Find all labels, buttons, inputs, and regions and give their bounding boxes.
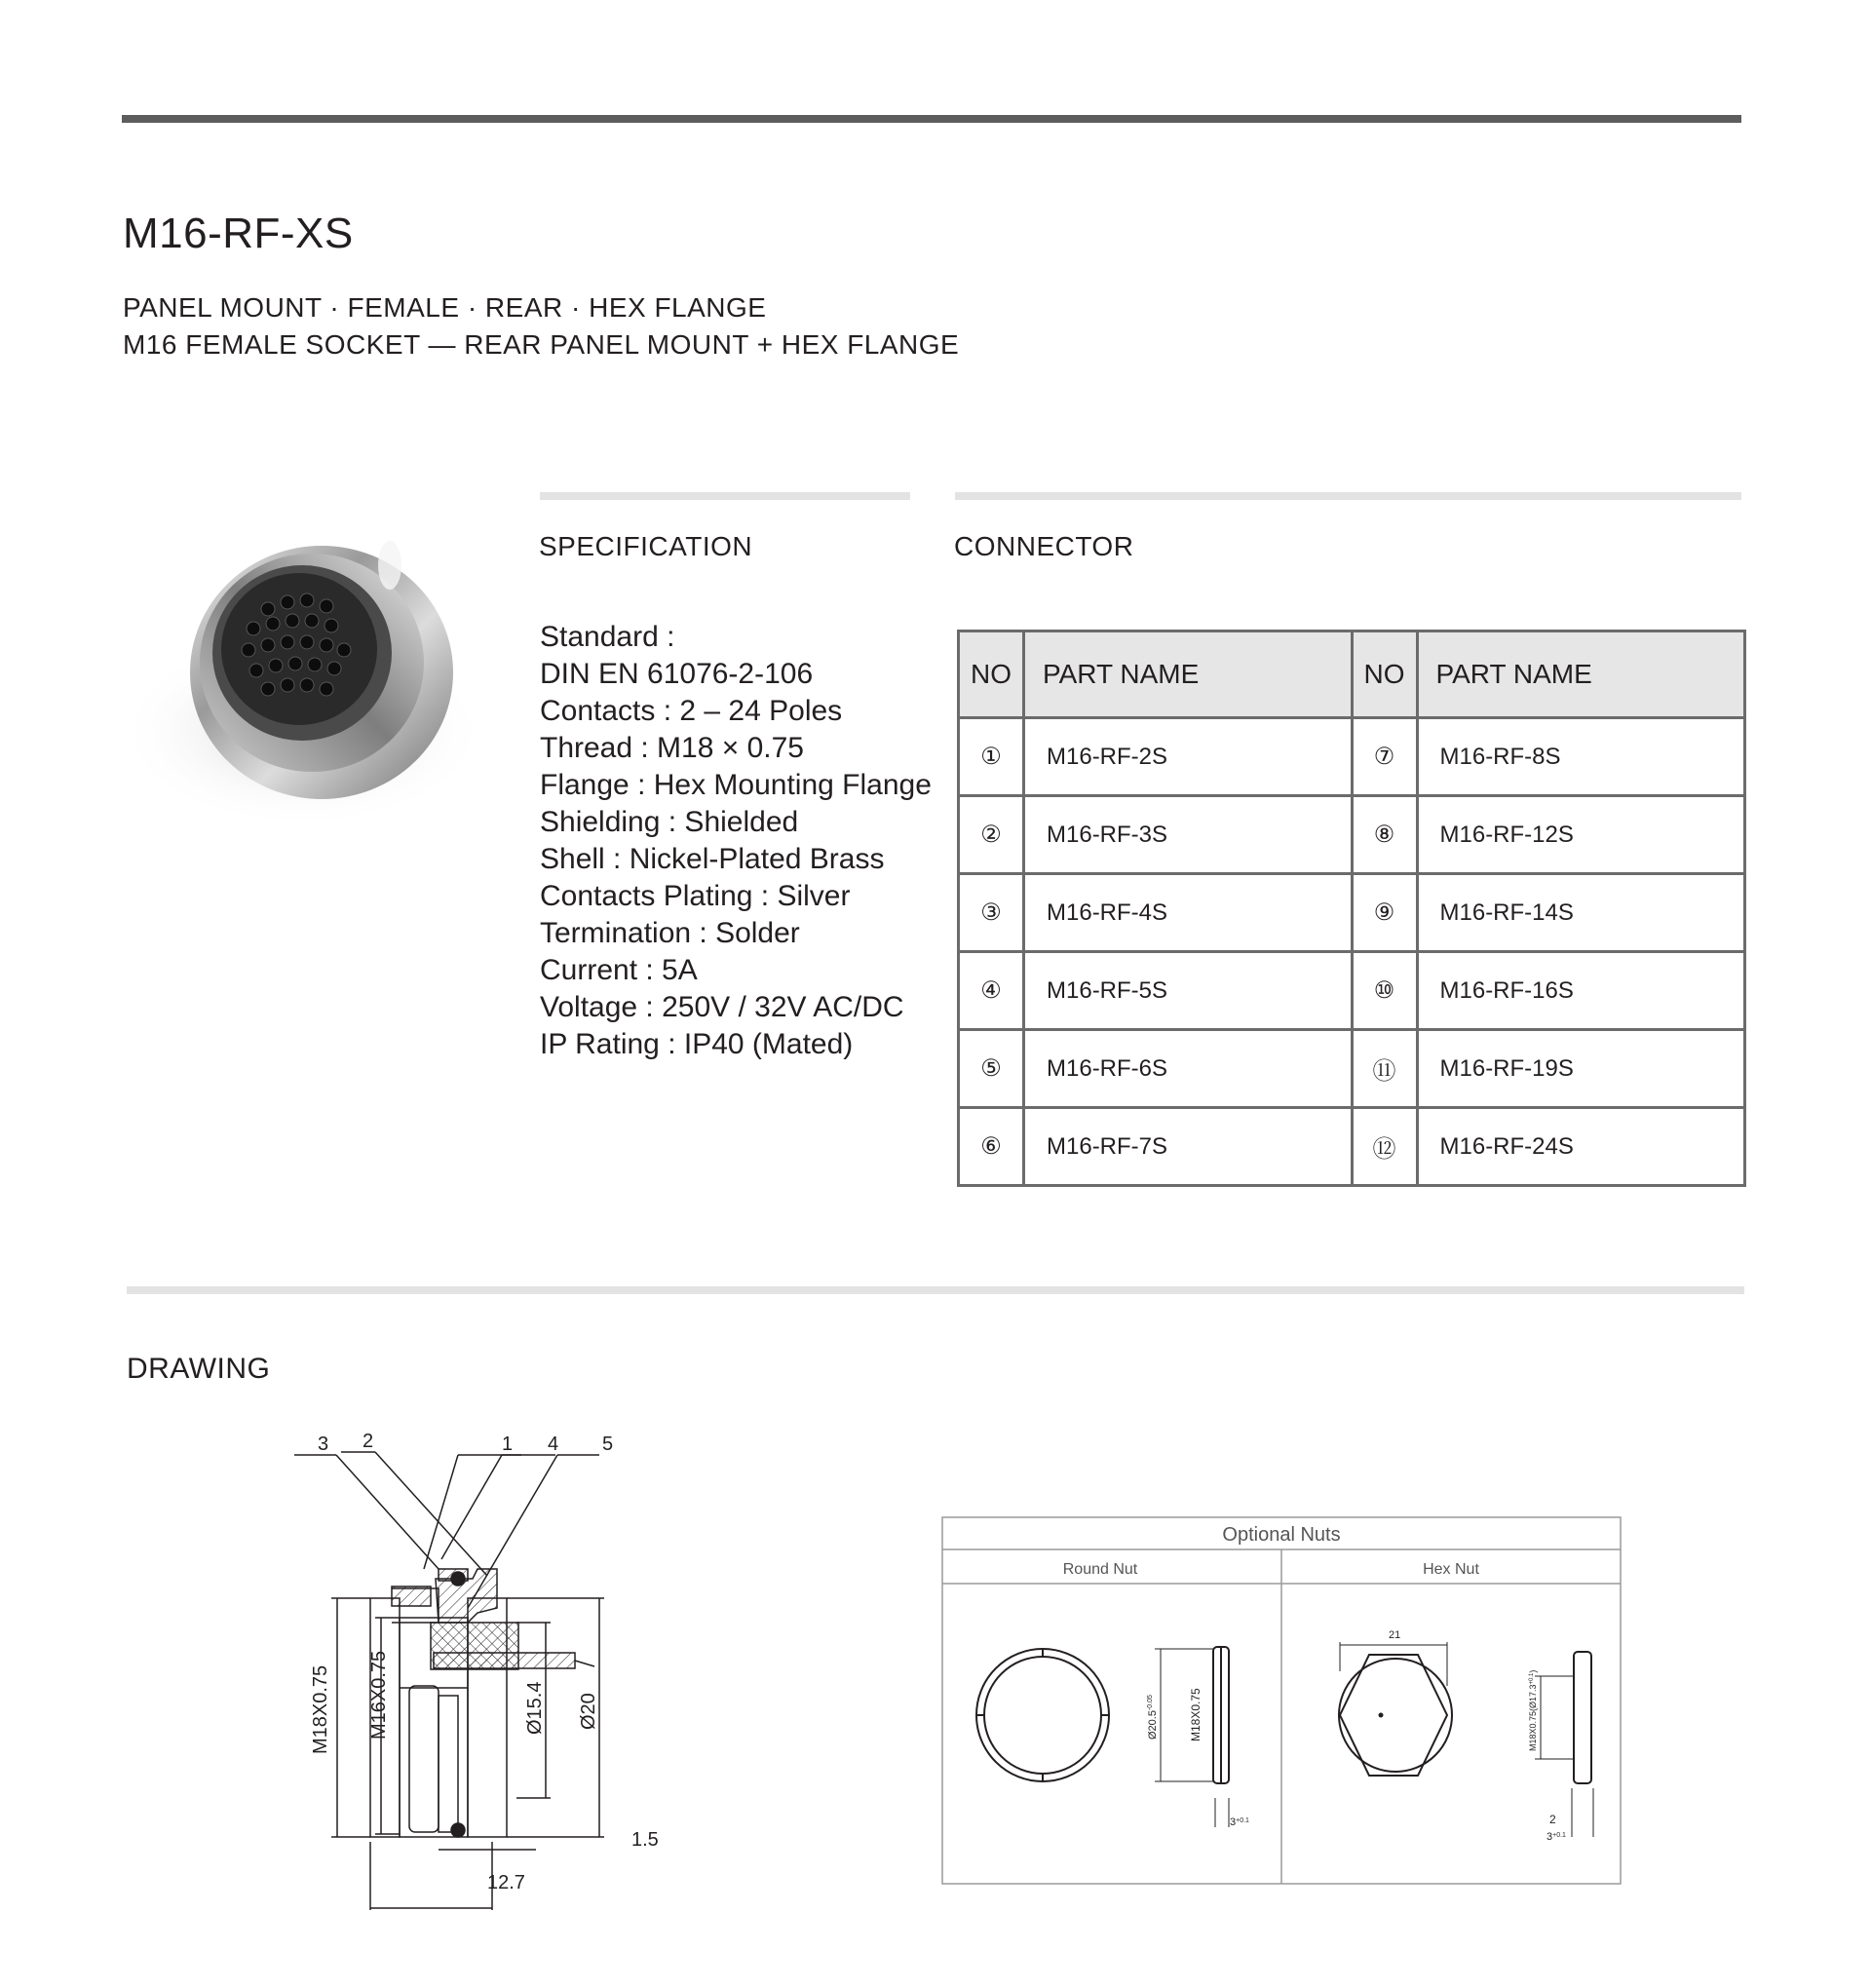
hex-nut-thread-close: ) [1528,1669,1538,1673]
optional-nuts-title: Optional Nuts [1222,1524,1341,1546]
spec-item: Termination : Solder [540,917,800,949]
connector-table [957,630,1746,1187]
header-no-left: NO [959,631,1024,718]
round-nut-thickness-tol: +0.1 [1236,1817,1249,1824]
hex-nut-width: 21 [1389,1629,1401,1641]
row-number: ⑥ [959,1108,1024,1186]
part-name: M16-RF-14S [1417,874,1745,952]
spec-item: Standard : [540,621,675,653]
row-number: ① [959,718,1024,796]
spec-item: Current : 5A [540,954,698,986]
row-number: ⑪ [1352,1030,1417,1108]
round-nut-label: Round Nut [1062,1561,1138,1578]
spec-item: Thread : M18 × 0.75 [540,732,804,764]
callout-5: 5 [602,1434,614,1455]
row-number: ⑨ [1352,874,1417,952]
spec-item: Contacts : 2 – 24 Poles [540,695,843,727]
connector-heading: CONNECTOR [954,531,1134,561]
row-number: ⑤ [959,1030,1024,1108]
row-number: ⑫ [1352,1108,1417,1186]
dim-m16: M16X0.75 [368,1650,390,1740]
hex-nut-label: Hex Nut [1423,1561,1479,1578]
table-row [959,952,1745,1030]
table-row [959,796,1745,874]
dim-d154: Ø15.4 [524,1681,546,1735]
part-name: M16-RF-4S [1024,874,1353,952]
hex-nut-thickness-tol: +0.1 [1552,1832,1566,1839]
callout-4: 4 [548,1434,559,1455]
header-part-name-right: PART NAME [1417,631,1745,718]
spec-item: Shell : Nickel-Plated Brass [540,843,885,875]
row-number: ② [959,796,1024,874]
hex-nut-thickness [1546,1831,1566,1843]
part-name: M16-RF-12S [1417,796,1745,874]
optional-nuts-panel [940,1515,1623,1886]
table-row [959,1030,1745,1108]
callout-3: 3 [318,1434,329,1455]
header-no-right: NO [1352,631,1417,718]
connector-photo [93,478,512,848]
round-nut-thread: M18X0.75 [1189,1688,1203,1741]
spec-item: Contacts Plating : Silver [540,880,851,912]
row-number: ⑩ [1352,952,1417,1030]
part-name: M16-RF-7S [1024,1108,1353,1186]
hex-nut-thickness-value: 3 [1546,1831,1553,1843]
drawing-bar [127,1286,1744,1294]
row-number: ④ [959,952,1024,1030]
part-name: M16-RF-19S [1417,1030,1745,1108]
dim-d20: Ø20 [578,1693,599,1730]
connector-bar [955,492,1741,500]
spec-item: IP Rating : IP40 (Mated) [540,1028,854,1060]
part-name: M16-RF-3S [1024,796,1353,874]
cross-section-drawing [283,1423,819,1910]
part-name: M16-RF-24S [1417,1108,1745,1186]
drawing-heading: DRAWING [127,1353,271,1385]
dim-m18: M18X0.75 [310,1664,331,1754]
part-name: M16-RF-6S [1024,1030,1353,1108]
dim-12-7: 12.7 [487,1872,525,1893]
part-name: M16-RF-2S [1024,718,1353,796]
part-name: M16-RF-5S [1024,952,1353,1030]
callout-1: 1 [502,1434,514,1455]
spec-item: DIN EN 61076-2-106 [540,658,814,690]
part-name: M16-RF-8S [1417,718,1745,796]
row-number: ③ [959,874,1024,952]
part-name: M16-RF-16S [1417,952,1745,1030]
round-nut-thickness [1230,1816,1249,1828]
round-nut-diameter-value: Ø20.5 [1147,1710,1159,1740]
hex-nut-thread-value: M18X0.75(Ø17.3 [1528,1684,1538,1751]
round-nut-diameter [1147,1695,1159,1740]
round-nut-diameter-tol: -0.05 [1147,1695,1154,1711]
round-nut-thickness-value: 3 [1230,1816,1237,1828]
callout-2: 2 [363,1431,374,1452]
spec-item: Shielding : Shielded [540,806,799,838]
product-subtitle-2: M16 FEMALE SOCKET — REAR PANEL MOUNT + HEX FLANGE [123,329,960,360]
table-header-row [959,631,1745,718]
hex-nut-thread [1528,1670,1538,1751]
table-row [959,1108,1745,1186]
specification-list [540,619,932,1063]
top-rule [122,115,1741,123]
header-part-name-left: PART NAME [1024,631,1353,718]
product-subtitle-1: PANEL MOUNT · FEMALE · REAR · HEX FLANGE [123,292,767,323]
hex-nut-two: 2 [1549,1813,1556,1826]
spec-item: Flange : Hex Mounting Flange [540,769,932,801]
product-title: M16-RF-XS [123,210,354,257]
row-number: ⑦ [1352,718,1417,796]
specification-bar [540,492,910,500]
dim-1-5: 1.5 [631,1829,659,1851]
hex-nut-thread-tol: +0.1 [1529,1672,1535,1685]
specification-heading: SPECIFICATION [539,531,753,561]
spec-item: Voltage : 250V / 32V AC/DC [540,991,904,1023]
table-row [959,874,1745,952]
row-number: ⑧ [1352,796,1417,874]
table-row [959,718,1745,796]
